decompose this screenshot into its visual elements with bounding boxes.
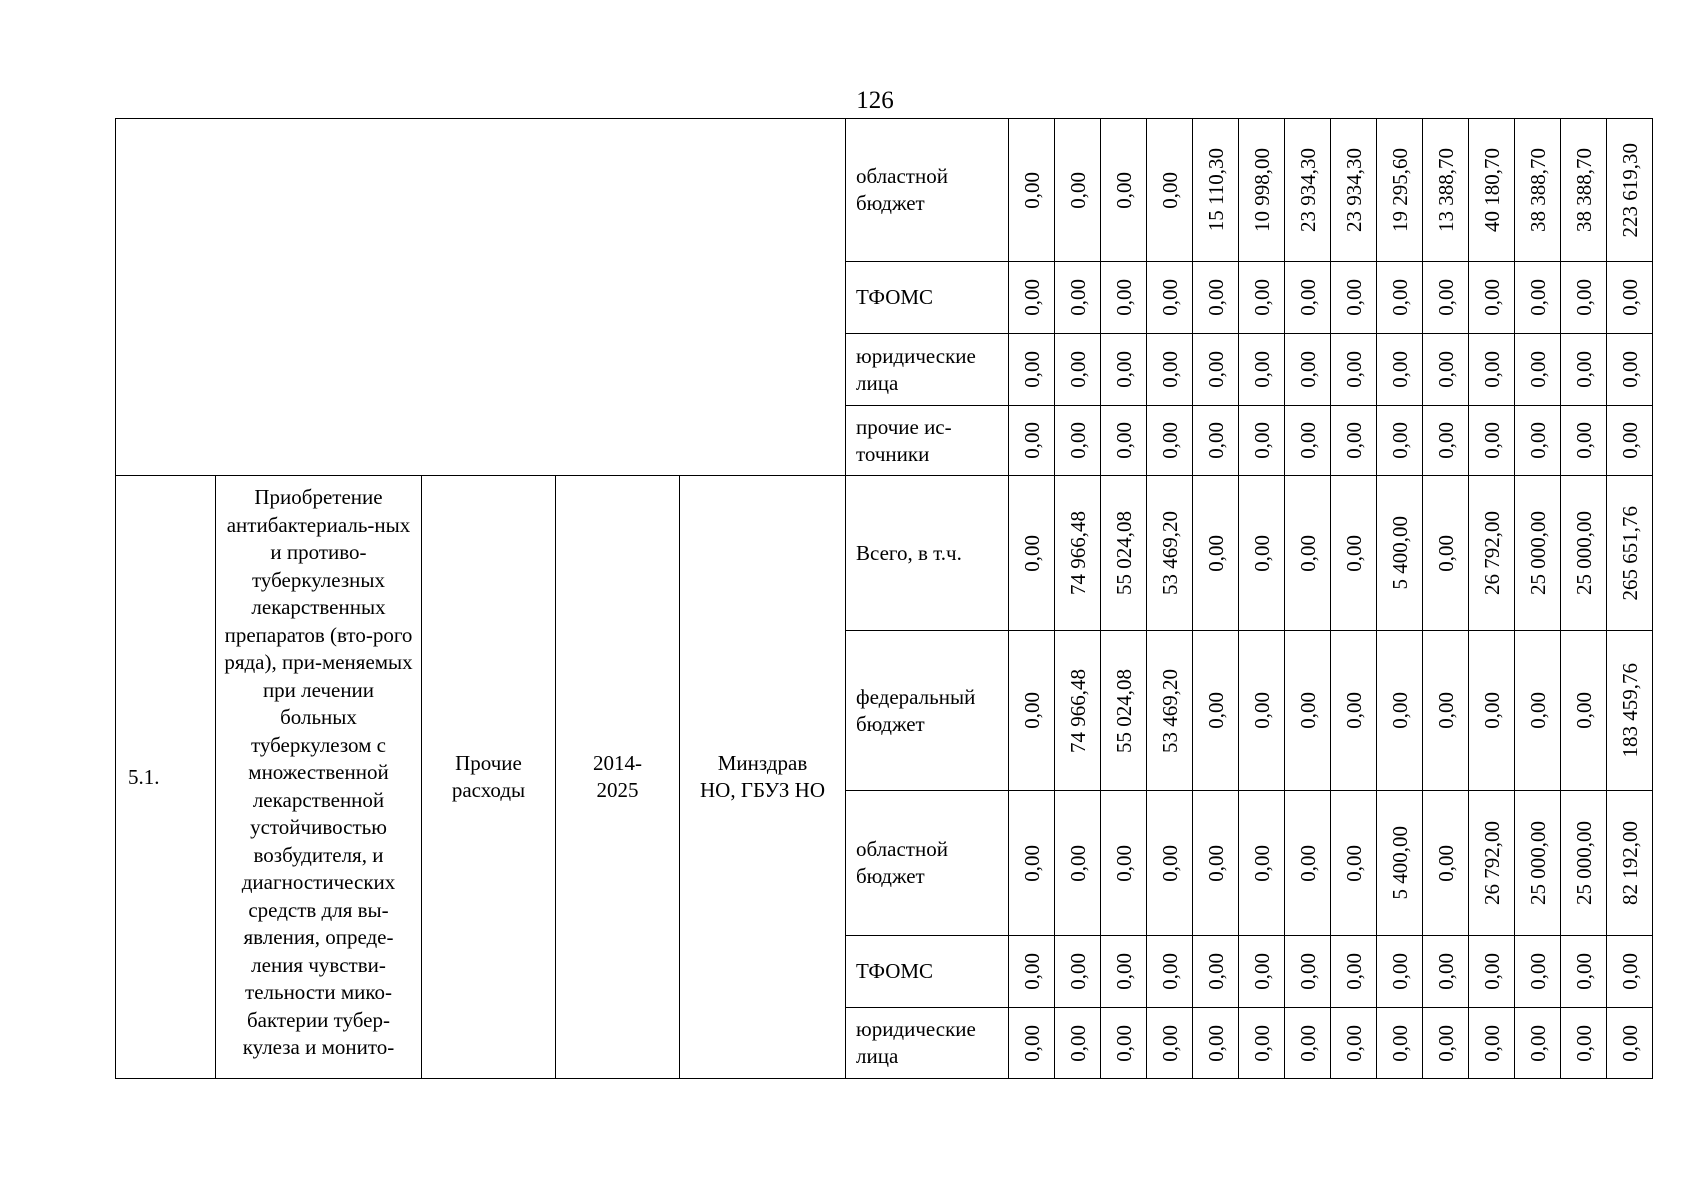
value-cell: 0,00: [1101, 262, 1147, 334]
value-cell: 0,00: [1423, 334, 1469, 406]
source-cell: юридические лица: [846, 1008, 1009, 1079]
table-row: [116, 119, 1653, 262]
value-cell: 15 110,30: [1193, 119, 1239, 262]
value-cell: 0,00: [1009, 631, 1055, 791]
value-cell: 0,00: [1469, 631, 1515, 791]
value-cell: 0,00: [1607, 262, 1653, 334]
value-cell: 0,00: [1331, 334, 1377, 406]
value-cell: 0,00: [1331, 406, 1377, 476]
value-cell: 23 934,30: [1285, 119, 1331, 262]
value-cell: 0,00: [1239, 406, 1285, 476]
value-cell: 10 998,00: [1239, 119, 1285, 262]
value-cell: 0,00: [1009, 791, 1055, 936]
value-cell: 25 000,00: [1515, 476, 1561, 631]
value-cell: 0,00: [1239, 334, 1285, 406]
value-cell: 0,00: [1469, 334, 1515, 406]
value-cell: 0,00: [1423, 791, 1469, 936]
value-cell: 53 469,20: [1147, 476, 1193, 631]
value-cell: 0,00: [1101, 119, 1147, 262]
expense-type-cell: [422, 476, 556, 1079]
value-cell: 0,00: [1147, 936, 1193, 1008]
value-cell: 0,00: [1607, 936, 1653, 1008]
value-cell: 38 388,70: [1515, 119, 1561, 262]
value-cell: 0,00: [1561, 936, 1607, 1008]
value-cell: 183 459,76: [1607, 631, 1653, 791]
value-cell: 0,00: [1147, 334, 1193, 406]
value-cell: 0,00: [1515, 631, 1561, 791]
value-cell: 0,00: [1423, 406, 1469, 476]
value-cell: 0,00: [1331, 631, 1377, 791]
value-cell: 0,00: [1607, 334, 1653, 406]
value-cell: 0,00: [1193, 262, 1239, 334]
value-cell: 0,00: [1423, 476, 1469, 631]
value-cell: 0,00: [1377, 262, 1423, 334]
value-cell: 0,00: [1055, 262, 1101, 334]
value-cell: 0,00: [1377, 936, 1423, 1008]
value-cell: 0,00: [1377, 406, 1423, 476]
table-row: [116, 476, 1653, 631]
executor: Минздрав НО, ГБУЗ НО: [700, 751, 825, 802]
value-cell: 0,00: [1239, 476, 1285, 631]
value-cell: 0,00: [1101, 406, 1147, 476]
empty-header-cell: [116, 119, 846, 476]
value-cell: 0,00: [1561, 262, 1607, 334]
value-cell: 0,00: [1147, 1008, 1193, 1079]
value-cell: 0,00: [1009, 334, 1055, 406]
value-cell: 0,00: [1469, 262, 1515, 334]
value-cell: 0,00: [1331, 476, 1377, 631]
value-cell: 0,00: [1607, 406, 1653, 476]
value-cell: 0,00: [1009, 119, 1055, 262]
value-cell: 0,00: [1193, 406, 1239, 476]
value-cell: 0,00: [1101, 791, 1147, 936]
value-cell: 0,00: [1239, 791, 1285, 936]
value-cell: 0,00: [1009, 476, 1055, 631]
value-cell: 0,00: [1377, 631, 1423, 791]
value-cell: 40 180,70: [1469, 119, 1515, 262]
source-cell: ТФОМС: [846, 262, 1009, 334]
value-cell: 0,00: [1193, 631, 1239, 791]
value-cell: 0,00: [1515, 936, 1561, 1008]
item-number: 5.1.: [116, 476, 216, 1079]
value-cell: 0,00: [1193, 334, 1239, 406]
value-cell: 223 619,30: [1607, 119, 1653, 262]
value-cell: 0,00: [1147, 119, 1193, 262]
value-cell: 0,00: [1561, 334, 1607, 406]
value-cell: 0,00: [1469, 406, 1515, 476]
value-cell: 0,00: [1055, 791, 1101, 936]
value-cell: 0,00: [1331, 1008, 1377, 1079]
value-cell: 0,00: [1285, 936, 1331, 1008]
value-cell: 0,00: [1193, 936, 1239, 1008]
value-cell: 0,00: [1469, 936, 1515, 1008]
value-cell: 0,00: [1193, 1008, 1239, 1079]
value-cell: 26 792,00: [1469, 791, 1515, 936]
value-cell: 0,00: [1285, 262, 1331, 334]
value-cell: 0,00: [1147, 791, 1193, 936]
value-cell: 5 400,00: [1377, 476, 1423, 631]
value-cell: 0,00: [1331, 262, 1377, 334]
value-cell: 0,00: [1239, 936, 1285, 1008]
value-cell: 55 024,08: [1101, 476, 1147, 631]
value-cell: 23 934,30: [1331, 119, 1377, 262]
value-cell: 0,00: [1239, 262, 1285, 334]
value-cell: 74 966,48: [1055, 476, 1101, 631]
value-cell: 0,00: [1285, 334, 1331, 406]
value-cell: 0,00: [1469, 1008, 1515, 1079]
value-cell: 0,00: [1561, 631, 1607, 791]
value-cell: 13 388,70: [1423, 119, 1469, 262]
value-cell: 0,00: [1101, 1008, 1147, 1079]
value-cell: 0,00: [1009, 936, 1055, 1008]
value-cell: 0,00: [1561, 1008, 1607, 1079]
value-cell: 25 000,00: [1561, 791, 1607, 936]
value-cell: 25 000,00: [1515, 791, 1561, 936]
value-cell: 5 400,00: [1377, 791, 1423, 936]
value-cell: 0,00: [1423, 936, 1469, 1008]
value-cell: 0,00: [1423, 631, 1469, 791]
value-cell: 82 192,00: [1607, 791, 1653, 936]
value-cell: 0,00: [1423, 262, 1469, 334]
value-cell: 55 024,08: [1101, 631, 1147, 791]
item-name-cell: [216, 476, 422, 1079]
value-cell: 0,00: [1055, 119, 1101, 262]
value-cell: 0,00: [1377, 1008, 1423, 1079]
table-body: [116, 119, 1653, 1079]
value-cell: 0,00: [1009, 1008, 1055, 1079]
source-cell: прочие ис-точники: [846, 406, 1009, 476]
value-cell: 0,00: [1055, 334, 1101, 406]
value-cell: 0,00: [1009, 262, 1055, 334]
source-cell: областной бюджет: [846, 791, 1009, 936]
budget-table: [115, 118, 1653, 1079]
value-cell: 0,00: [1285, 476, 1331, 631]
value-cell: 0,00: [1331, 936, 1377, 1008]
value-cell: 0,00: [1285, 1008, 1331, 1079]
period: 2014-2025: [593, 751, 642, 802]
value-cell: 0,00: [1101, 334, 1147, 406]
value-cell: 0,00: [1515, 334, 1561, 406]
value-cell: 19 295,60: [1377, 119, 1423, 262]
value-cell: 0,00: [1193, 791, 1239, 936]
source-cell: ТФОМС: [846, 936, 1009, 1008]
value-cell: 0,00: [1193, 476, 1239, 631]
expense-type: Прочие расходы: [451, 751, 526, 802]
value-cell: 0,00: [1009, 406, 1055, 476]
page-number: 126: [856, 87, 894, 114]
value-cell: 0,00: [1377, 334, 1423, 406]
value-cell: 38 388,70: [1561, 119, 1607, 262]
value-cell: 0,00: [1055, 406, 1101, 476]
item-name: Приобретение антибактериаль-ных и противо-туберкулезных лекарственных препаратов (вто-рого ряда), при-меняемых при лечении больных туберкулезом с множественной лекарственной устойчивостью возбудителя, и диагностических средств для вы-явления, опреде-ления чувстви-тельности мико-бактерии тубер-кулеза и монито-: [224, 485, 413, 1059]
value-cell: 0,00: [1285, 791, 1331, 936]
source-cell: юридические лица: [846, 334, 1009, 406]
value-cell: 0,00: [1561, 406, 1607, 476]
value-cell: 0,00: [1607, 1008, 1653, 1079]
value-cell: 0,00: [1515, 262, 1561, 334]
value-cell: 26 792,00: [1469, 476, 1515, 631]
value-cell: 0,00: [1285, 406, 1331, 476]
value-cell: 0,00: [1515, 406, 1561, 476]
value-cell: 0,00: [1055, 1008, 1101, 1079]
executor-cell: [680, 476, 846, 1079]
value-cell: 0,00: [1331, 791, 1377, 936]
value-cell: 0,00: [1239, 631, 1285, 791]
value-cell: 0,00: [1515, 1008, 1561, 1079]
value-cell: 0,00: [1285, 631, 1331, 791]
value-cell: 265 651,76: [1607, 476, 1653, 631]
value-cell: 0,00: [1147, 406, 1193, 476]
value-cell: 0,00: [1239, 1008, 1285, 1079]
value-cell: 74 966,48: [1055, 631, 1101, 791]
value-cell: 0,00: [1101, 936, 1147, 1008]
value-cell: 25 000,00: [1561, 476, 1607, 631]
value-cell: 0,00: [1055, 936, 1101, 1008]
period-cell: [556, 476, 680, 1079]
source-cell: федеральный бюджет: [846, 631, 1009, 791]
source-cell: областной бюджет: [846, 119, 1009, 262]
source-cell: Всего, в т.ч.: [846, 476, 1009, 631]
value-cell: 0,00: [1147, 262, 1193, 334]
value-cell: 0,00: [1423, 1008, 1469, 1079]
value-cell: 53 469,20: [1147, 631, 1193, 791]
